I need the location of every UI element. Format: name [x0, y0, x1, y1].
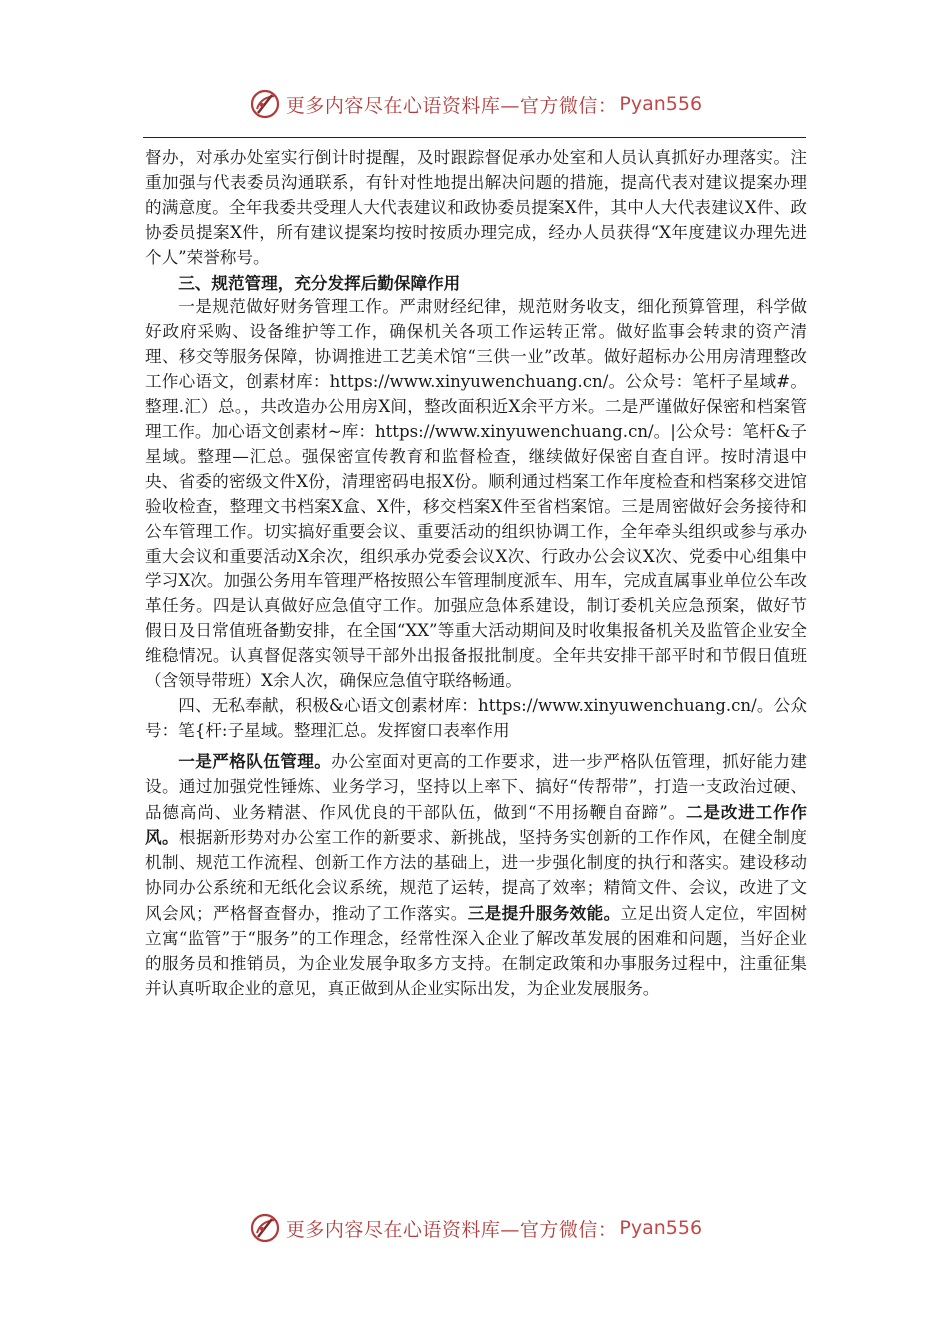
header-rule: [143, 137, 806, 138]
banner-wechat-id: Pyan556: [619, 1217, 703, 1239]
logo-icon: [248, 87, 282, 121]
lead-phrase-3: 三是提升服务效能。: [467, 903, 621, 924]
document-body: [145, 146, 807, 1002]
lead-phrase-2: 二是改进工作作风。: [145, 801, 807, 848]
paragraph-section-4: [145, 749, 807, 1002]
footer-banner: [0, 1208, 950, 1248]
header-banner: [0, 84, 950, 124]
banner-text: 更多内容尽在心语资料库—官方微信：: [285, 1218, 618, 1241]
banner-wechat-id: Pyan556: [619, 93, 703, 115]
paragraph-continued: 督办，对承办处室实行倒计时提醒，及时跟踪督促承办处室和人员认真抓好办理落实。注重加强与代表委员沟通联系，有针对性地提出解决问题的措施，提高代表对建议提案办理的满意度。全年我委共受理人大代表建议和政协委员提案X件，其中人大代表建议X件、政协委员提案X件，所有建议提案均按时按质办理完成，经办人员获得“X年度建议办理先进个人”荣誉称号。: [145, 148, 807, 267]
section-heading-4: 四、无私奉献，积极&心语文创素材库：https://www.xinyuwenchuang.cn/。公众号：笔{杆:子星域。整理汇总。发挥窗口表率作用: [145, 695, 807, 740]
text-1: 办公室面对更高的工作要求，进一步严格队伍管理，抓好能力建设。通过加强党性锤炼、业务学习，坚持以上率下、搞好“传帮带”，打造一支政治过硬、品德高尚、业务精湛、作风优良的干部队伍，做到“不用扬鞭自奋蹄”。: [145, 751, 808, 822]
section-heading-3: 三、规范管理，充分发挥后勤保障作用: [178, 272, 461, 293]
logo-icon: [248, 1211, 282, 1245]
text-2: 根据新形势对办公室工作的新要求、新挑战，坚持务实创新的工作作风，在健全制度机制、规范工作流程、创新工作方法的基础上，进一步强化制度的执行和落实。建设移动协同办公系统和无纸化会议系统，规范了运转，提高了效率；精简文件、会议，改进了文风会风；严格督查督办，推动了工作落实。: [145, 828, 807, 924]
text-3: 立足出资人定位，牢固树立寓“监管”于“服务”的工作理念，经常性深入企业了解改革发展的困难和问题，当好企业的服务员和推销员，为企业发展争取多方支持。在制定政策和办事服务过程中，注重征集并认真听取企业的意见，真正做到从企业实际出发，为企业发展服务。: [145, 904, 807, 998]
banner-text: 更多内容尽在心语资料库—官方微信：: [285, 94, 618, 117]
paragraph-section-3: 一是规范做好财务管理工作。严肃财经纪律，规范财务收支，细化预算管理，科学做好政府采购、设备维护等工作，确保机关各项工作运转正常。做好监事会转隶的资产清理、移交等服务保障，协调推进工艺美术馆“三供一业”改革。做好超标办公用房清理整改工作心语文，创素材库：https://www.xinyuwenchuang.cn/。公众号：笔杆子星域#。整理.汇）总。，共改造办公用房X间，整改面积近X余平方米。二是严谨做好保密和档案管理工作。加心语文创素材~库：https://www.xinyuwenchuang.cn/。|公众号：笔杆&子星域。整理—汇总。强保密宣传教育和监督检查，继续做好保密自查自评。按时清退中央、省委的密级文件X份，清理密码电报X份。顺利通过档案工作年度检查和档案移交进馆验收检查，整理文书档案X盒、X件，移交档案X件至省档案馆。三是周密做好会务接待和公车管理工作。切实搞好重要会议、重要活动的组织协调工作，全年牵头组织或参与承办重大会议和重要活动X余次，组织承办党委会议X次、行政办公会议X次、党委中心组集中学习X次。加强公务用车管理严格按照公车管理制度派车、用车，完成直属事业单位公车改革任务。四是认真做好应急值守工作。加强应急体系建设，制订委机关应急预案，做好节假日及日常值班备勤安排，在全国“XX”等重大活动期间及时收集报备机关及监管企业安全维稳情况。认真督促落实领导干部外出报备报批制度。全年共安排干部平时和节假日值班（含领导带班）X余人次，确保应急值守联络畅通。: [145, 297, 807, 691]
lead-phrase-1: 一是严格队伍管理。: [178, 750, 332, 771]
